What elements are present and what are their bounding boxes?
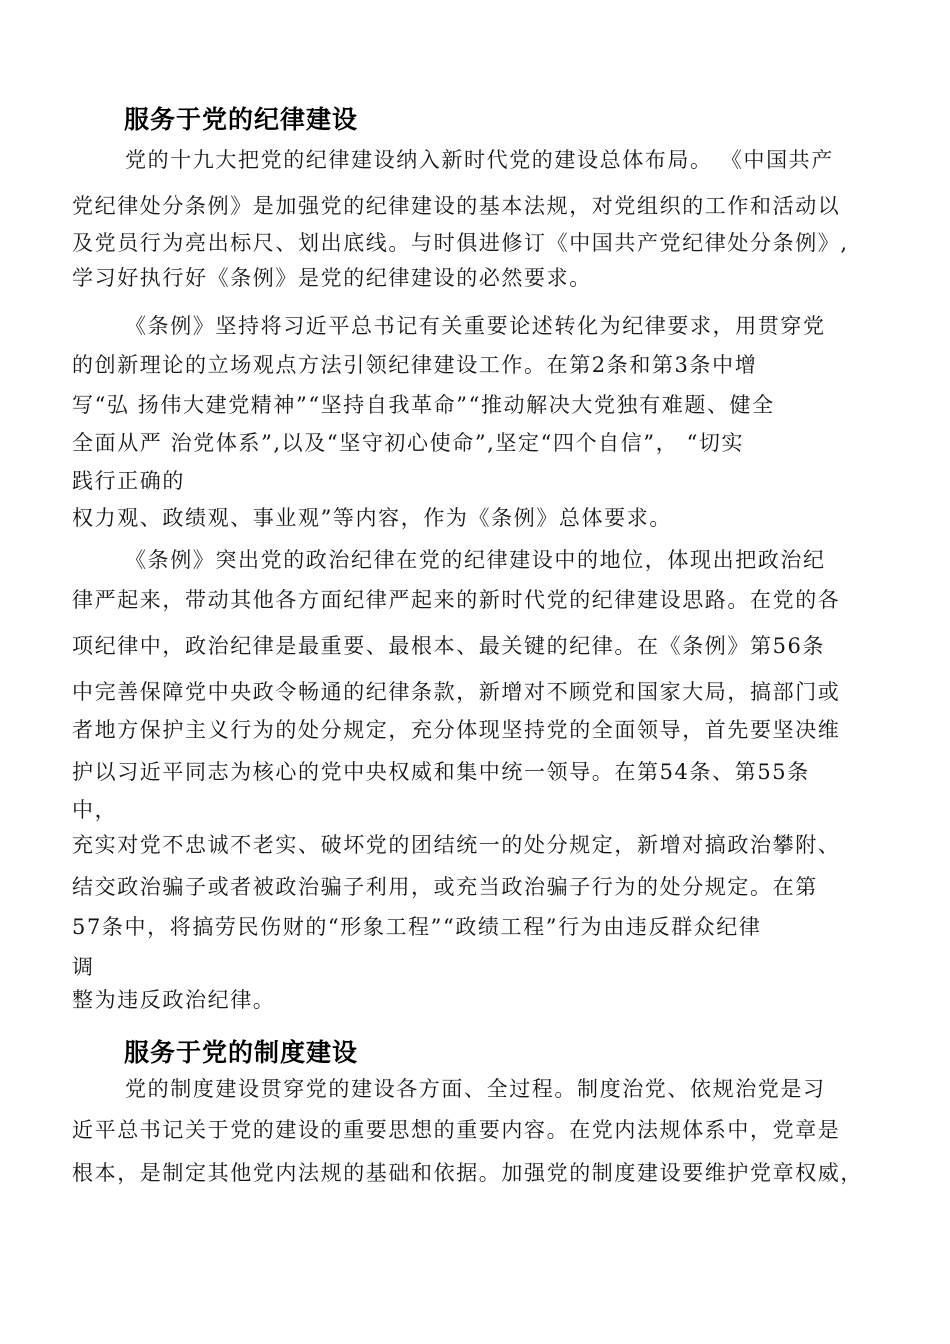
paragraph-line: 护以习近平同志为核心的党中央权威和集中统一领导。在第54条、第55条 <box>72 760 810 784</box>
paragraph-line: 《条例》突出党的政治纪律在党的纪律建设中的地位，体现出把政治纪 <box>125 548 826 572</box>
paragraph-line: 律严起来，带动其他各方面纪律严起来的新时代党的纪律建设思路。在党的各 <box>72 588 841 612</box>
paragraph-line: 写“弘 扬伟大建党精神”“坚持自我革命”“推动解决大党独有难题、健全 <box>72 393 775 417</box>
paragraph-line: 57条中，将搞劳民伤财的“形象工程”“政绩工程”行为由违反群众纪律 <box>72 915 762 939</box>
section-heading-discipline: 服务于党的纪律建设 <box>124 105 359 134</box>
paragraph-line: 近平总书记关于党的建设的重要思想的重要内容。在党内法规体系中，党章是 <box>72 1118 841 1142</box>
paragraph-line: 中完善保障党中央政令畅通的纪律条款，新增对不顾党和国家大局，搞部门或 <box>72 680 841 704</box>
paragraph-line: 项纪律中，政治纪律是最重要、最根本、最关键的纪律。在《条例》第56条 <box>72 634 826 658</box>
paragraph-line: 结交政治骗子或者被政治骗子利用，或充当政治骗子行为的处分规定。在第 <box>72 875 818 899</box>
paragraph-line: 调 <box>72 955 95 979</box>
paragraph-line: 者地方保护主义行为的处分规定，充分体现坚持党的全面领导，首先要坚决维 <box>72 718 841 742</box>
paragraph-line: 根本，是制定其他党内法规的基础和依据。加强党的制度建设要维护党章权威， <box>72 1161 863 1185</box>
paragraph-line: 的创新理论的立场观点方法引领纪律建设工作。在第2条和第3条中增 <box>72 353 758 377</box>
section-heading-institution: 服务于党的制度建设 <box>124 1038 359 1067</box>
paragraph-line: 全面从严 治党体系”,以及“坚守初心使命”,坚定“四个自信”， “切实 <box>72 431 745 455</box>
paragraph-line: 党的十九大把党的纪律建设纳入新时代党的建设总体布局。 《中国共产 <box>125 148 834 172</box>
paragraph-line: 及党员行为亮出标尺、划出底线。与时俱进修订《中国共产党纪律处分条例》, <box>72 231 849 255</box>
paragraph-line: 党的制度建设贯穿党的建设各方面、全过程。制度治党、依规治党是习 <box>125 1077 826 1101</box>
paragraph-line: 充实对党不忠诚不老实、破坏党的团结统一的处分规定，新增对搞政治攀附、 <box>72 833 841 857</box>
paragraph-line: 中， <box>72 798 118 822</box>
paragraph-line: 《条例》坚持将习近平总书记有关重要论述转化为纪律要求，用贯穿党 <box>125 314 826 338</box>
paragraph-line: 权力观、政绩观、事业观”等内容，作为《条例》总体要求。 <box>72 506 672 530</box>
paragraph-line: 学习好执行好《条例》是党的纪律建设的必然要求。 <box>72 266 592 290</box>
paragraph-line: 党纪律处分条例》是加强党的纪律建设的基本法规，对党组织的工作和活动以 <box>72 194 841 218</box>
paragraph-line: 整为违反政治纪律。 <box>72 988 276 1012</box>
paragraph-line: 践行正确的 <box>72 469 185 493</box>
